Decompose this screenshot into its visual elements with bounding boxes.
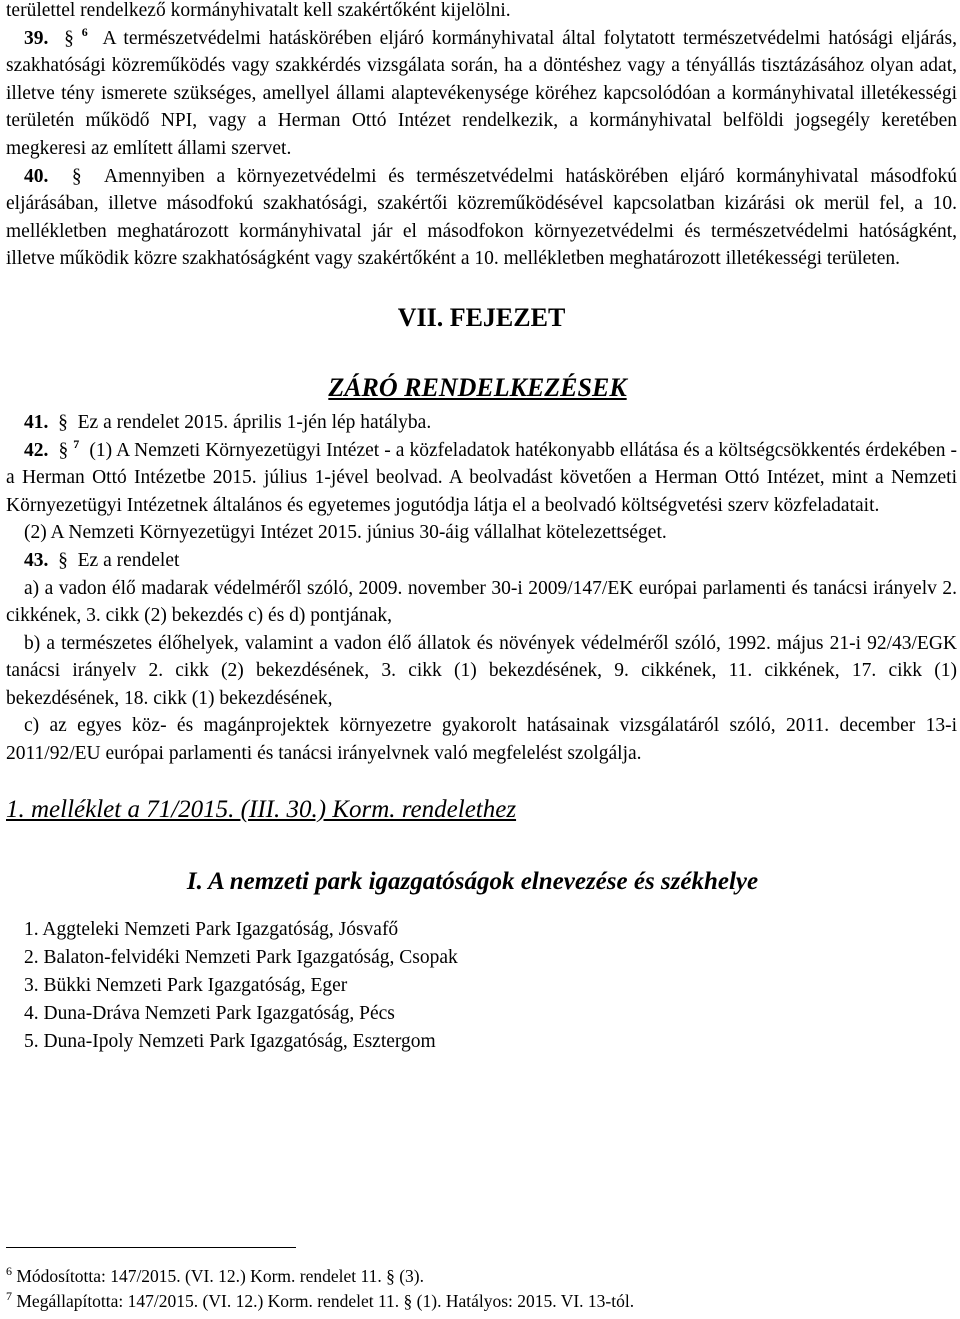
section-43-point-b: b) a természetes élőhelyek, valamint a vadon élő állatok és növények védelméről szóló, 1992. május 21-i 92/43/EGK tanácsi irányelv 2. cikk (2) bekezdésének, 3. cikk (1) bekezdésének, 9. cikkének, 11. cikkének, 17. cikk (1) bekezdésének, 18. cikk (1) bekezdésének,: [6, 632, 957, 709]
section-42: [6, 437, 957, 520]
section-43-point-a: a) a vadon élő madarak védelméről szóló, 2009. november 30-i 2009/147/EK európai parlamenti és tanácsi irányelv 2. cikkének, 3. cikk (2) bekezdés c) és d) pontjának,: [6, 577, 957, 627]
section-number: 40.: [24, 165, 49, 187]
section-43: [6, 547, 957, 575]
section-text: (1) A Nemzeti Környezetügyi Intézet - a közfeladatok hatékonyabb ellátása és a költségcsökkentés érdekében - a Herman Ottó Intézetbe 2015. július 1-jével beolvad. A beolvadást követően a Herman Ottó Intézet, mint a Nemzeti Környezetügyi Intézetnek általános és egyetemes jogutódja látja el a beolvadó költségvetési szerv közfeladatait.: [6, 439, 957, 516]
list-item: 4. Duna-Dráva Nemzeti Park Igazgatóság, Pécs: [24, 1002, 395, 1024]
footnote-ref[interactable]: 6: [81, 24, 88, 39]
section-text: Ez a rendelet 2015. április 1-jén lép hatályba.: [77, 411, 432, 433]
footnotes: [6, 1264, 956, 1314]
list-item: 5. Duna-Ipoly Nemzeti Park Igazgatóság, Esztergom: [24, 1030, 436, 1052]
national-park-list: [6, 916, 957, 1056]
section-sign: § $^7$: [58, 436, 80, 461]
list-item: 3. Bükki Nemzeti Park Igazgatóság, Eger: [24, 974, 348, 996]
section-sign: § $^6$: [64, 24, 88, 49]
section-42-para-2: (2) A Nemzeti Környezetügyi Intézet 2015. június 30-áig vállalhat kötelezettséget.: [24, 522, 667, 544]
section-sign: §: [71, 165, 82, 187]
section-39: [6, 25, 957, 163]
footnote-number: 6: [6, 1264, 12, 1278]
list-item: 2. Balaton-felvidéki Nemzeti Park Igazgatóság, Csopak: [24, 946, 458, 968]
section-number: 39.: [24, 27, 49, 49]
section-43-point-c: c) az egyes köz- és magánprojektek környezetre gyakorolt hatásainak vizsgálatáról szóló, 2011. december 13-i 2011/92/EU európai parlamenti és tanácsi irányelvnek való megfelelést szolgálja.: [6, 715, 957, 765]
document-page: [6, 0, 957, 1056]
section-text: A természetvédelmi hatáskörében eljáró kormányhivatal által folytatott természetvédelmi hatósági eljárás, szakhatósági közreműködés vagy szakkérdés vizsgálata során, ha a döntéshez vagy a tényállás tisztázásához olyan adat, illetve tény ismerete szükséges, amellyel állami alaptevékenysége köréhez kapcsolódóan a kormányhivatal illetékességi területén működő NPI, vagy a Herman Ottó Intézet rendelkezik, a kormányhivatal belföldi jogsegély keretében megkeresi az említett állami szervet.: [6, 27, 957, 159]
footnote-ref[interactable]: 7: [73, 436, 80, 451]
section-text: Ez a rendelet: [77, 549, 180, 571]
section-number: 41.: [24, 411, 49, 433]
section-40: [6, 163, 957, 273]
footnote-text: Módosította: 147/2015. (VI. 12.) Korm. rendelet 11. § (3).: [16, 1266, 424, 1286]
footnote-number: 7: [6, 1289, 12, 1303]
list-item: 1. Aggteleki Nemzeti Park Igazgatóság, Jósvafő: [24, 918, 399, 940]
section-41: [6, 409, 957, 437]
annex-heading: 1. melléklet a 71/2015. (III. 30.) Korm. rendelethez: [6, 795, 517, 823]
chapter-subtitle: ZÁRÓ RENDELKEZÉSEK: [328, 372, 627, 402]
section-number: 42.: [24, 439, 49, 461]
continuation-line: területtel rendelkező kormányhivatalt kell szakértőként kijelölni.: [6, 0, 511, 21]
annex-title: I. A nemzeti park igazgatóságok elnevezése és székhelye: [186, 867, 759, 895]
section-sign: §: [58, 411, 68, 433]
section-sign: §: [58, 549, 68, 571]
section-number: 43.: [24, 549, 49, 571]
footnote-6: [6, 1264, 956, 1289]
chapter-title: VII. FEJEZET: [397, 302, 566, 332]
footnote-text: Megállapította: 147/2015. (VI. 12.) Korm. rendelet 11. § (1). Hatályos: 2015. VI. 13-tól.: [16, 1291, 635, 1311]
footnote-divider: [6, 1247, 296, 1248]
footnote-7: [6, 1289, 956, 1314]
section-text: Amennyiben a környezetvédelmi és természetvédelmi hatáskörében eljáró kormányhivatal másodfokú eljárásában, illetve másodfokú szakhatósági, szakértői közreműködésével kapcsolatban kizárási ok merül fel, a 10. mellékletben meghatározott kormányhivatal jár el másodfokon környezetvédelmi és természetvédelmi hatóságként, illetve működik közre szakhatóságként vagy szakértőként a 10. mellékletben meghatározott illetékességi területen.: [6, 165, 957, 270]
